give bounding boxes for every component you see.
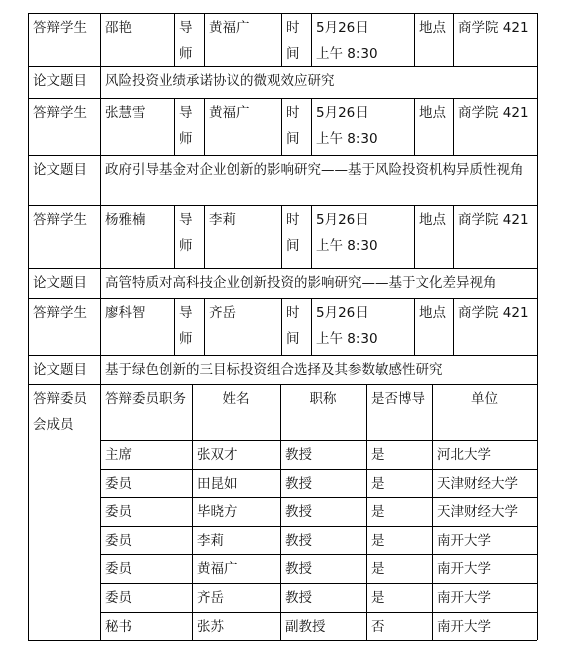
thesis-label: 论文题目 xyxy=(33,162,87,178)
table-border xyxy=(28,13,537,14)
student-label: 答辩学生 xyxy=(33,212,87,228)
committee-header: 单位 xyxy=(471,391,498,407)
table-border xyxy=(537,13,538,640)
committee-cell: 南开大学 xyxy=(437,532,491,549)
place-label: 地点 xyxy=(419,20,446,36)
thesis-title: 政府引导基金对企业创新的影响研究——基于风险投资机构异质性视角 xyxy=(105,162,524,178)
table-border xyxy=(174,13,175,66)
table-border xyxy=(311,298,312,355)
table-border xyxy=(432,384,433,640)
table-border xyxy=(281,98,282,155)
table-border xyxy=(100,497,537,498)
defense-clock: 上午 8:30 xyxy=(316,131,378,147)
table-border xyxy=(204,13,205,66)
committee-cell: 南开大学 xyxy=(437,590,491,606)
committee-cell: 李莉 xyxy=(197,532,224,549)
table-border xyxy=(100,155,101,205)
committee-cell: 是 xyxy=(371,532,385,549)
table-border xyxy=(100,526,537,527)
advisor-label: 导师 xyxy=(179,305,193,347)
table-border xyxy=(281,13,282,66)
committee-cell: 教授 xyxy=(285,447,312,463)
advisor-name: 李莉 xyxy=(209,212,236,228)
defense-venue: 商学院 421 xyxy=(458,212,529,228)
time-label: 时间 xyxy=(286,305,300,347)
advisor-name: 黄福广 xyxy=(209,20,250,36)
table-border xyxy=(174,298,175,355)
committee-cell: 否 xyxy=(371,618,385,635)
defense-time xyxy=(311,13,414,66)
committee-cell: 教授 xyxy=(285,561,312,578)
committee-cell: 教授 xyxy=(285,532,312,549)
table-border xyxy=(100,355,101,384)
student-label: 答辩学生 xyxy=(33,305,87,321)
table-border xyxy=(28,268,537,269)
table-border xyxy=(28,298,537,299)
table-border xyxy=(281,298,282,355)
table-border xyxy=(174,98,175,155)
thesis-label: 论文题目 xyxy=(33,275,87,291)
time-label: 时间 xyxy=(286,105,300,147)
committee-cell: 是 xyxy=(371,590,385,606)
thesis-label: 论文题目 xyxy=(33,73,87,89)
committee-cell: 是 xyxy=(371,475,385,492)
committee-cell: 齐岳 xyxy=(197,590,224,606)
table-border xyxy=(366,384,367,640)
committee-cell: 教授 xyxy=(285,590,312,606)
committee-cell: 毕晓方 xyxy=(197,504,238,521)
committee-cell: 委员 xyxy=(105,561,132,578)
place-label: 地点 xyxy=(419,305,446,321)
defense-time xyxy=(311,205,414,268)
committee-header: 答辩委员职务 xyxy=(105,391,186,407)
table-border xyxy=(100,268,101,298)
committee-cell: 河北大学 xyxy=(437,447,491,463)
time-label: 时间 xyxy=(286,20,300,62)
committee-cell: 教授 xyxy=(285,475,312,492)
committee-header: 职称 xyxy=(309,391,337,407)
committee-cell: 天津财经大学 xyxy=(437,475,518,492)
defense-date: 5月26日 xyxy=(316,20,369,36)
table-border xyxy=(28,640,537,641)
committee-cell: 是 xyxy=(371,504,385,521)
defense-venue: 商学院 421 xyxy=(458,20,529,36)
table-border xyxy=(192,384,193,640)
student-name: 张慧雪 xyxy=(105,105,146,121)
committee-cell: 天津财经大学 xyxy=(437,504,518,521)
table-border xyxy=(311,98,312,155)
table-border xyxy=(414,13,415,66)
table-border xyxy=(100,583,537,584)
thesis-label: 论文题目 xyxy=(33,362,87,378)
committee-cell: 副教授 xyxy=(285,618,326,635)
table-border xyxy=(28,13,29,640)
defense-date: 5月26日 xyxy=(316,305,369,321)
defense-clock: 上午 8:30 xyxy=(316,46,378,62)
table-border xyxy=(100,13,101,66)
place-label: 地点 xyxy=(419,212,446,228)
thesis-title: 高管特质对高科技企业创新投资的影响研究——基于文化差异视角 xyxy=(105,275,497,291)
advisor-label: 导师 xyxy=(179,20,193,62)
committee-label: 答辩委员会成员 xyxy=(33,391,87,433)
defense-venue: 商学院 421 xyxy=(458,305,529,321)
table-border xyxy=(311,13,312,66)
thesis-title: 风险投资业绩承诺协议的微观效应研究 xyxy=(105,73,335,89)
table-border xyxy=(28,205,537,206)
advisor-label: 导师 xyxy=(179,212,193,254)
committee-cell: 教授 xyxy=(285,504,312,521)
table-border xyxy=(281,205,282,268)
table-border xyxy=(174,205,175,268)
committee-header: 是否博导 xyxy=(371,391,425,407)
table-border xyxy=(414,298,415,355)
committee-cell: 是 xyxy=(371,561,385,578)
committee-cell: 张苏 xyxy=(197,618,224,635)
thesis-title: 基于绿色创新的三目标投资组合选择及其参数敏感性研究 xyxy=(105,362,443,378)
table-border xyxy=(100,298,101,355)
table-border xyxy=(100,98,101,155)
table-border xyxy=(100,469,537,470)
table-border xyxy=(100,612,537,613)
committee-cell: 是 xyxy=(371,447,385,463)
table-border xyxy=(414,98,415,155)
student-label: 答辩学生 xyxy=(33,105,87,121)
committee-cell: 主席 xyxy=(105,447,132,463)
student-name: 杨雅楠 xyxy=(105,212,146,228)
table-border xyxy=(453,205,454,268)
table-border xyxy=(453,13,454,66)
table-border xyxy=(414,205,415,268)
student-label: 答辩学生 xyxy=(33,20,87,36)
student-name: 邵艳 xyxy=(105,20,132,36)
committee-cell: 田昆如 xyxy=(197,475,238,492)
committee-cell: 委员 xyxy=(105,532,132,549)
table-border xyxy=(100,205,101,268)
table-border xyxy=(28,355,537,356)
table-border xyxy=(204,298,205,355)
advisor-label: 导师 xyxy=(179,105,193,147)
committee-header: 姓名 xyxy=(222,391,250,407)
committee-cell: 委员 xyxy=(105,504,132,521)
defense-venue: 商学院 421 xyxy=(458,105,529,121)
table-border xyxy=(28,98,537,99)
committee-cell: 张双才 xyxy=(197,447,238,463)
defense-clock: 上午 8:30 xyxy=(316,238,378,254)
defense-time xyxy=(311,298,414,355)
committee-cell: 委员 xyxy=(105,475,132,492)
place-label: 地点 xyxy=(419,105,446,121)
committee-cell: 委员 xyxy=(105,590,132,606)
table-border xyxy=(453,98,454,155)
time-label: 时间 xyxy=(286,212,300,254)
committee-cell: 黄福广 xyxy=(197,561,238,578)
table-border xyxy=(100,554,537,555)
defense-date: 5月26日 xyxy=(316,105,369,121)
table-border xyxy=(28,66,537,67)
advisor-name: 齐岳 xyxy=(209,305,236,321)
table-border xyxy=(204,98,205,155)
student-name: 廖科智 xyxy=(105,305,146,321)
table-border xyxy=(204,205,205,268)
table-border xyxy=(280,384,281,640)
committee-cell: 秘书 xyxy=(105,618,132,635)
table-border xyxy=(100,66,101,98)
table-border xyxy=(100,384,101,640)
committee-cell: 南开大学 xyxy=(437,561,491,578)
defense-date: 5月26日 xyxy=(316,212,369,228)
table-border xyxy=(453,298,454,355)
table-border xyxy=(311,205,312,268)
advisor-name: 黄福广 xyxy=(209,105,250,121)
committee-cell: 南开大学 xyxy=(437,618,491,635)
table-border xyxy=(28,155,537,156)
defense-time xyxy=(311,98,414,155)
defense-clock: 上午 8:30 xyxy=(316,331,378,347)
